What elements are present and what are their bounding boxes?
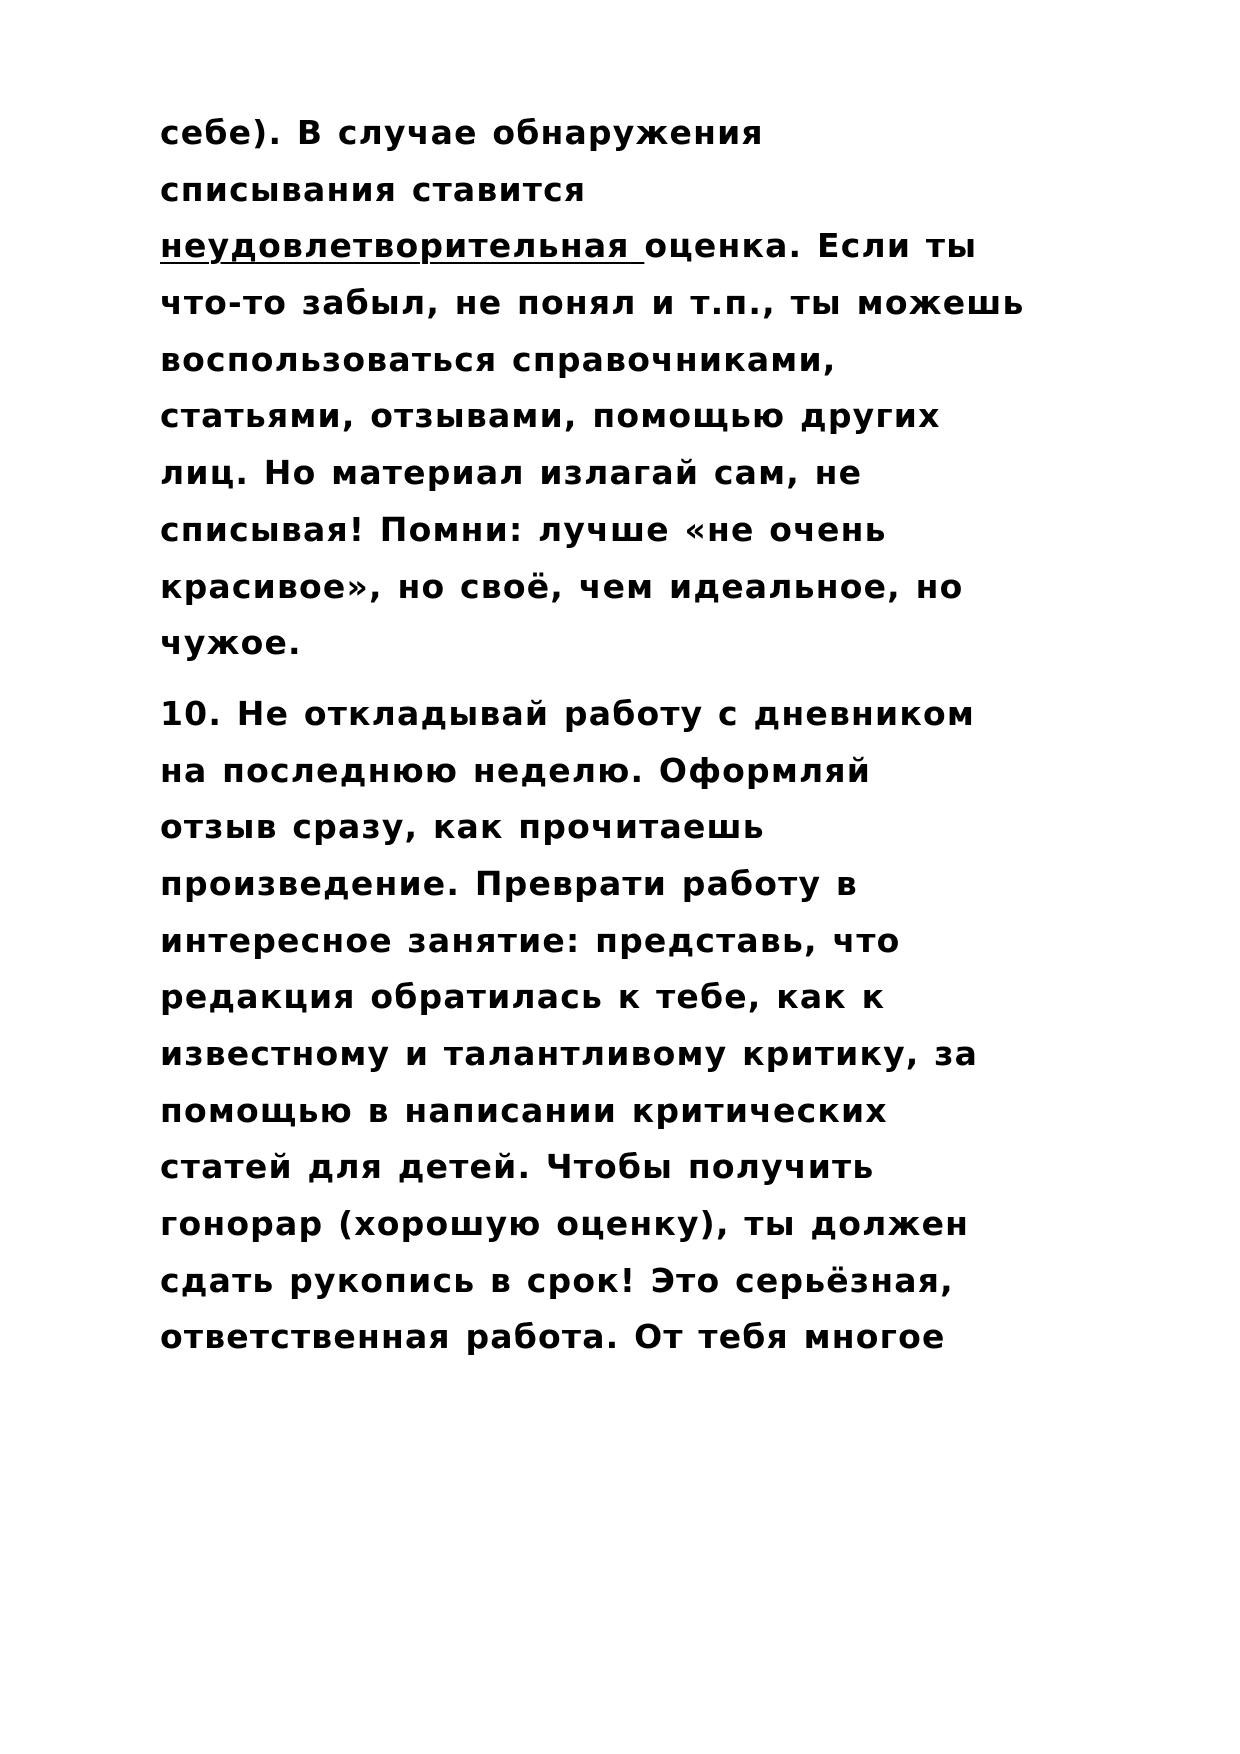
text-line [160,218,1040,275]
text-line: лиц. Но материал излагай сам, не [160,453,863,493]
text-line: ответственная работа. От тебя многое [160,1317,946,1357]
text-line: списывая! Помни: лучше «не очень [160,509,887,549]
text-line: красивое», но своё, чем идеальное, но [160,566,964,606]
text-line: сдать рукопись в срок! Это серьёзная, [160,1260,954,1300]
text-line: статей для детей. Чтобы получить [160,1147,875,1187]
text-line: гонорар (хорошую оценку), ты должен [160,1204,970,1244]
paragraph-continuation [160,105,1040,672]
text-line: интересное занятие: представь, что [160,920,901,960]
text-line: произведение. Преврати работу в [160,863,858,903]
text-line: 10. Не откладывай работу с дневником [160,693,975,733]
text-line: на последнюю неделю. Оформляй [160,750,872,790]
text-line: известному и талантливому критику, за [160,1034,979,1073]
text-line: воспользоваться справочниками, [160,339,837,379]
text-line: списывания ставится [160,169,587,209]
text-line-rest: оценка. Если ты [644,226,978,266]
text-line: редакция обратилась к тебе, как к [160,977,886,1017]
text-line: себе). В случае обнаружения [160,113,764,152]
text-line: статьями, отзывами, помощью других [160,396,941,436]
text-line: отзыв сразу, как прочитаешь [160,807,765,847]
text-line: помощью в написании критических [160,1090,888,1130]
text-line: чужое. [160,623,302,663]
paragraph-item-10 [160,686,1040,1366]
document-body [160,105,1040,1366]
underlined-word: неудовлетворительная [160,226,645,266]
text-line: что-то забыл, не понял и т.п., ты можешь [160,283,1025,323]
